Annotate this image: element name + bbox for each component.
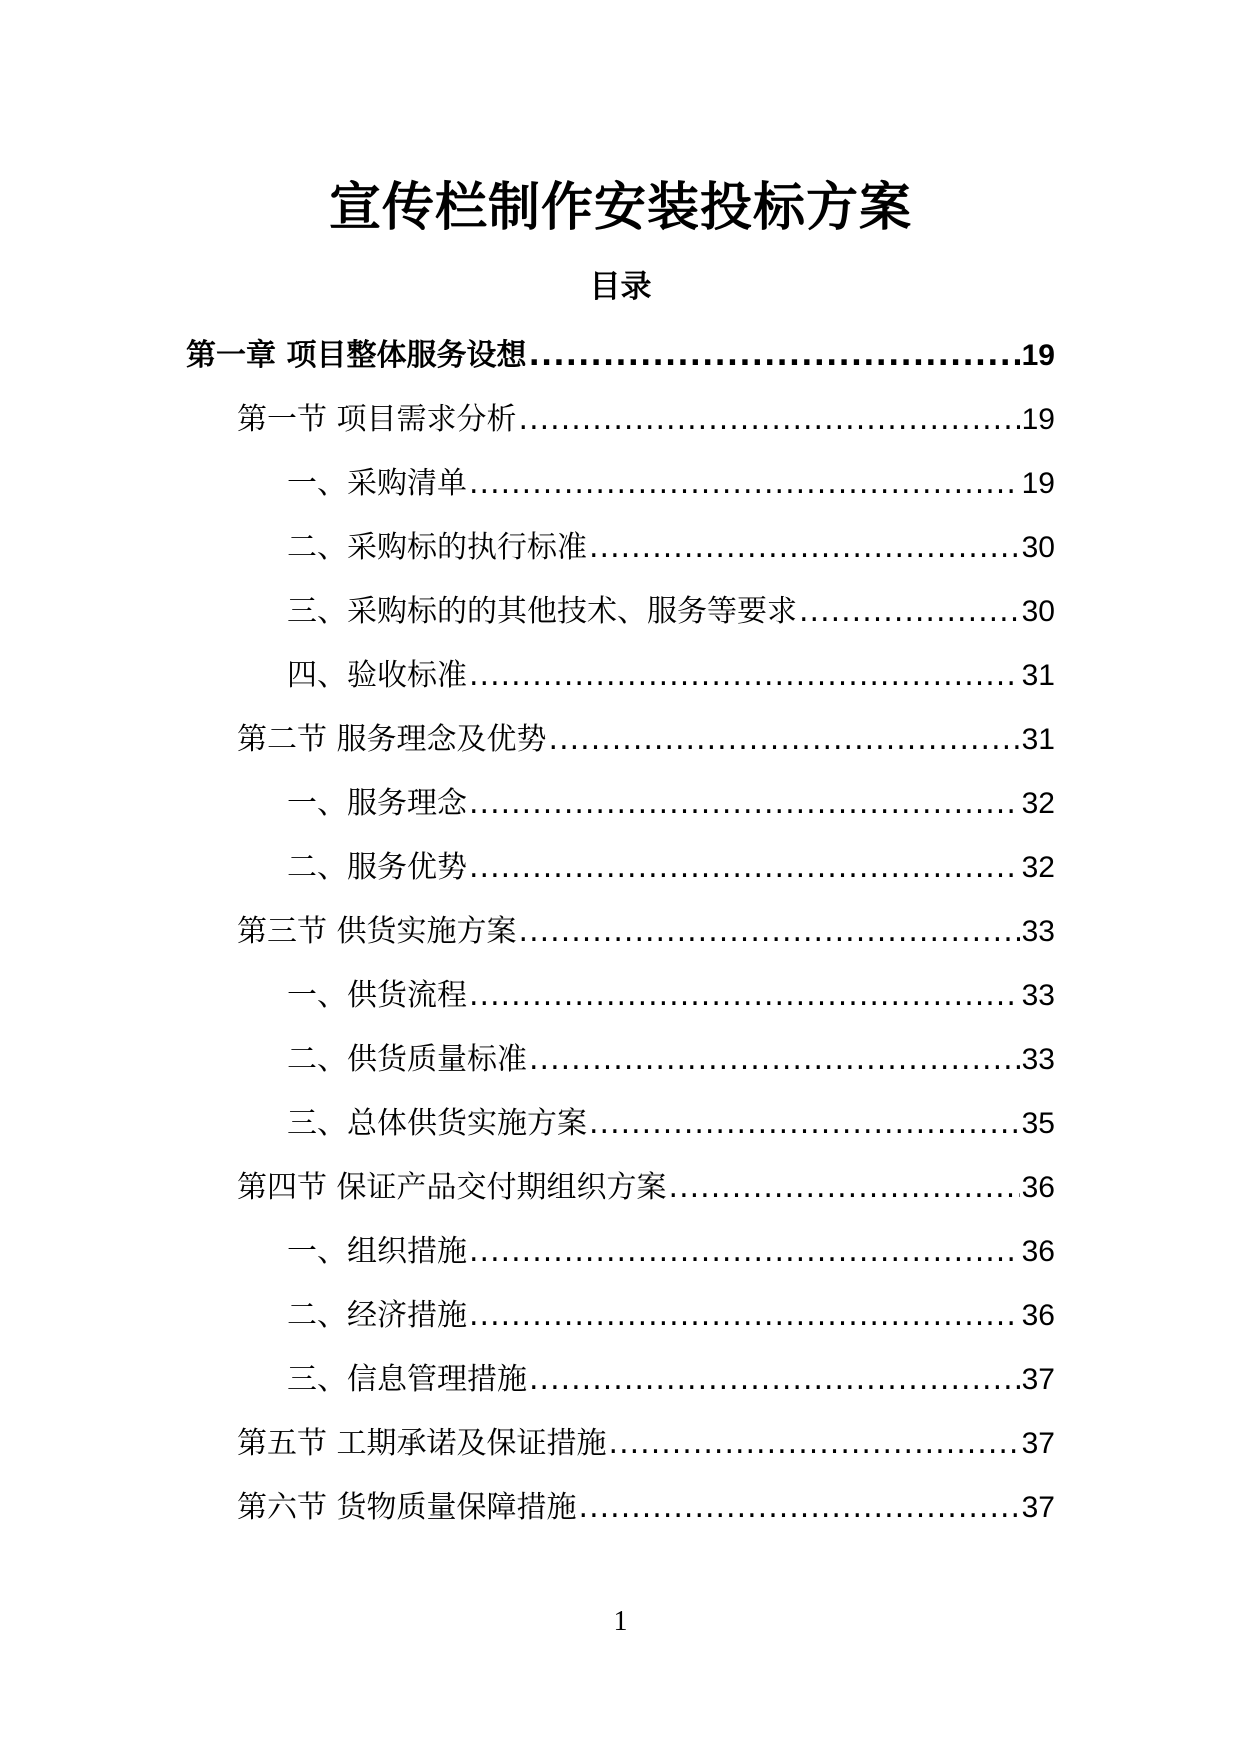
toc-entry-page: 31 [1021, 723, 1055, 756]
toc-entry-page: 36 [1021, 1235, 1055, 1268]
toc-dot-leader [519, 911, 1020, 953]
toc-dot-leader [589, 527, 1020, 569]
toc-entry-section-3[interactable] [237, 903, 1055, 953]
toc-entry-label: 二、服务优势 [287, 850, 467, 885]
toc-entry-label: 第六节 货物质量保障措施 [237, 1490, 577, 1525]
toc-entry-subsection[interactable] [287, 583, 1055, 633]
toc-entry-page: 19 [1021, 467, 1055, 500]
toc-dot-leader [799, 591, 1020, 633]
toc-entry-page: 36 [1021, 1299, 1055, 1332]
toc-entry-subsection[interactable] [287, 1031, 1055, 1081]
toc-dot-leader [528, 335, 1019, 377]
toc-entry-page: 37 [1021, 1491, 1055, 1524]
toc-entry-page: 32 [1021, 787, 1055, 820]
toc-entry-page: 33 [1021, 979, 1055, 1012]
toc-entry-label: 第四节 保证产品交付期组织方案 [237, 1170, 667, 1205]
toc-dot-leader [469, 783, 1020, 825]
toc-dot-leader [469, 847, 1020, 889]
toc-entry-subsection[interactable] [287, 967, 1055, 1017]
toc-entry-label: 三、采购标的的其他技术、服务等要求 [287, 594, 797, 629]
toc-entry-label: 第二节 服务理念及优势 [237, 722, 547, 757]
toc-entry-page: 19 [1021, 403, 1055, 436]
toc-entry-label: 第一章 项目整体服务设想 [186, 338, 527, 373]
toc-entry-section-6[interactable] [237, 1479, 1055, 1529]
toc-entry-page: 37 [1021, 1363, 1055, 1396]
toc-dot-leader [469, 975, 1020, 1017]
toc-dot-leader [609, 1423, 1020, 1465]
toc-dot-leader [469, 1231, 1020, 1273]
toc-dot-leader [529, 1359, 1020, 1401]
toc-dot-leader [519, 399, 1020, 441]
toc-entry-subsection[interactable] [287, 455, 1055, 505]
toc-entry-subsection[interactable] [287, 839, 1055, 889]
toc-entry-page: 35 [1021, 1107, 1055, 1140]
toc-entry-chapter-1[interactable] [186, 327, 1055, 377]
toc-entry-label: 三、信息管理措施 [287, 1362, 527, 1397]
toc-heading: 目录 [589, 269, 652, 305]
toc-entry-page: 31 [1021, 659, 1055, 692]
toc-entry-page: 37 [1021, 1427, 1055, 1460]
toc-entry-subsection[interactable] [287, 519, 1055, 569]
toc-entry-label: 三、总体供货实施方案 [287, 1106, 587, 1141]
toc-entry-subsection[interactable] [287, 647, 1055, 697]
toc-entry-section-5[interactable] [237, 1415, 1055, 1465]
toc-entry-subsection[interactable] [287, 1351, 1055, 1401]
toc-entry-section-2[interactable] [237, 711, 1055, 761]
toc-entry-label: 一、采购清单 [287, 466, 467, 501]
page-number: 1 [613, 1606, 628, 1637]
toc-entry-page: 32 [1021, 851, 1055, 884]
toc-dot-leader [529, 1039, 1020, 1081]
toc-dot-leader [669, 1167, 1020, 1209]
toc-entry-subsection[interactable] [287, 1095, 1055, 1145]
toc-dot-leader [469, 463, 1020, 505]
toc-entry-page: 30 [1021, 531, 1055, 564]
toc-entry-page: 36 [1021, 1171, 1055, 1204]
toc-entry-label: 一、服务理念 [287, 786, 467, 821]
toc-entry-subsection[interactable] [287, 775, 1055, 825]
toc-entry-page: 19 [1021, 339, 1055, 372]
toc-entry-page: 33 [1021, 1043, 1055, 1076]
toc-entry-label: 四、验收标准 [287, 658, 467, 693]
toc-entry-label: 二、采购标的执行标准 [287, 530, 587, 565]
document-title: 宣传栏制作安装投标方案 [328, 178, 912, 238]
toc-entry-label: 第三节 供货实施方案 [237, 914, 517, 949]
toc-entry-label: 二、供货质量标准 [287, 1042, 527, 1077]
toc-entry-section-4[interactable] [237, 1159, 1055, 1209]
toc-dot-leader [589, 1103, 1020, 1145]
toc-dot-leader [549, 719, 1020, 761]
toc-entry-label: 第五节 工期承诺及保证措施 [237, 1426, 607, 1461]
toc-entry-page: 30 [1021, 595, 1055, 628]
toc-entry-label: 第一节 项目需求分析 [237, 402, 517, 437]
toc-dot-leader [469, 1295, 1020, 1337]
toc-dot-leader [469, 655, 1020, 697]
toc-entry-label: 一、供货流程 [287, 978, 467, 1013]
toc-dot-leader [579, 1487, 1020, 1529]
toc-entry-label: 二、经济措施 [287, 1298, 467, 1333]
toc-entry-section-1[interactable] [237, 391, 1055, 441]
toc-entry-subsection[interactable] [287, 1287, 1055, 1337]
toc-entry-subsection[interactable] [287, 1223, 1055, 1273]
toc-entry-page: 33 [1021, 915, 1055, 948]
toc-entry-label: 一、组织措施 [287, 1234, 467, 1269]
